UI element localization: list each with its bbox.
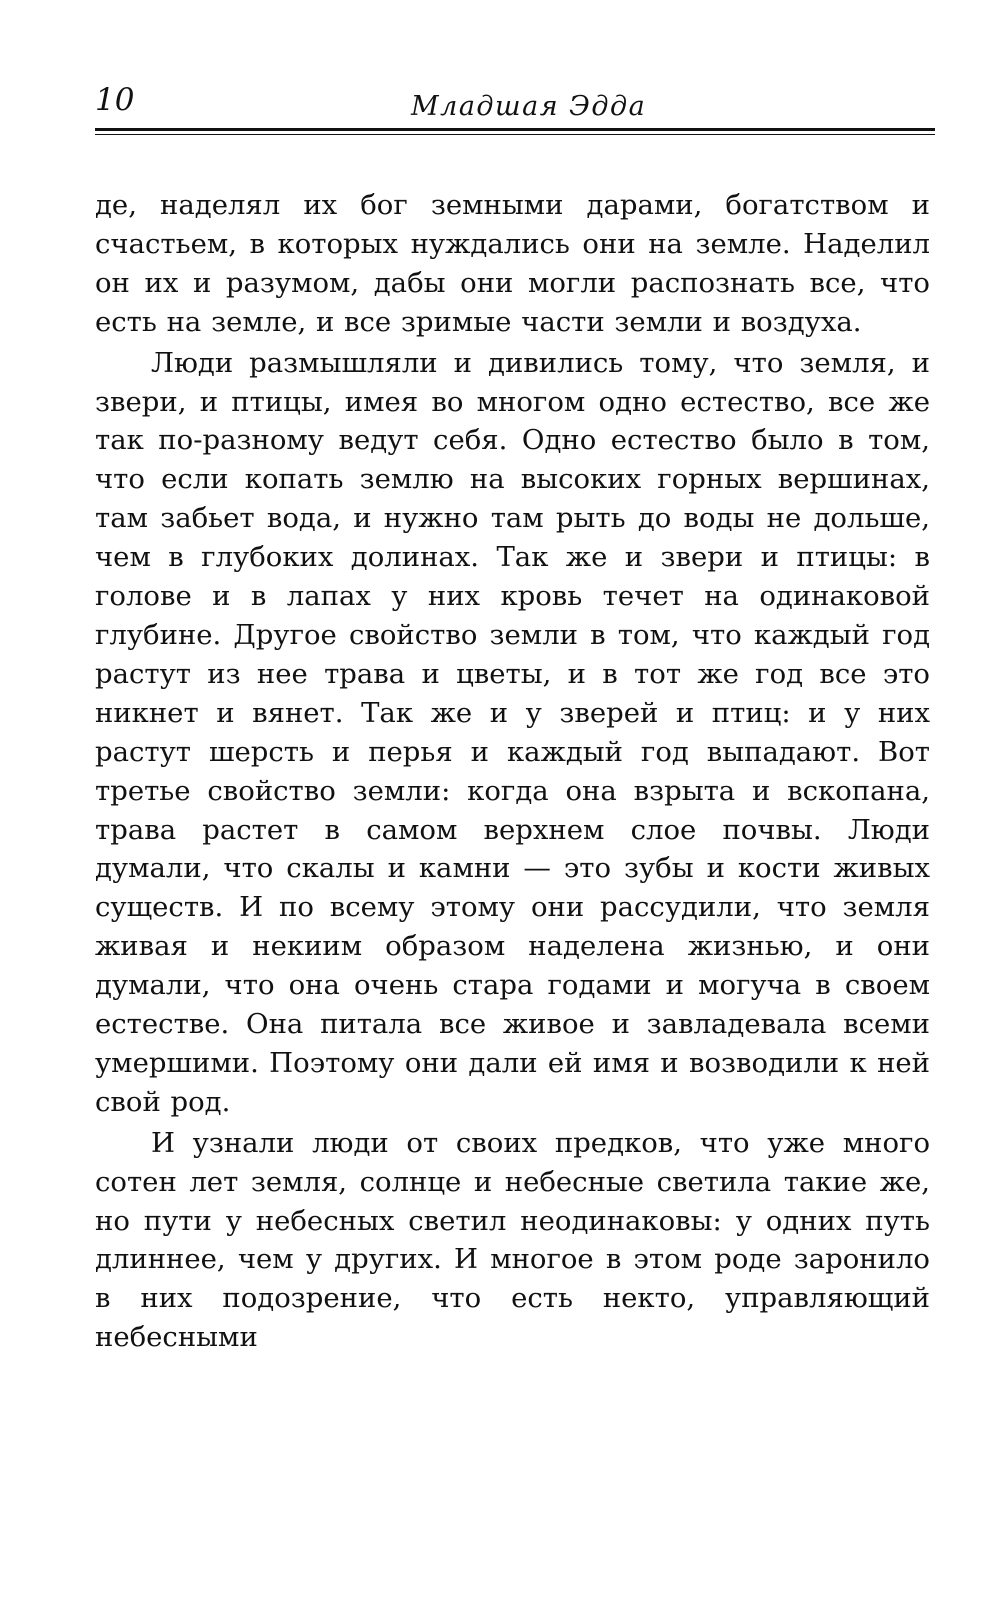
- paragraph: И узнали люди от своих предков, что уже много сотен лет земля, солнце и небесные светила такие же, но пути у небесных светил неодинаковы: у одних путь длиннее, чем у других. И многое в этом роде заронило в них подозрение, что есть некто, управляющий небесными: [95, 1126, 930, 1354]
- header-rule-thin: [95, 134, 935, 135]
- header-rule-thick: [95, 128, 935, 131]
- paragraph: Люди размышляли и дивились тому, что земля, и звери, и птицы, имея во многом одно естество, все же так по-разному ведут себя. Одно естество было в том, что если копать землю на высоких горных вершинах, там забьет вода, и нужно там рыть до воды не дольше, чем в глубоких долинах. Так же и звери и птицы: в голове и в лапах у них кровь течет на одинаковой глубине. Другое свойство земли в том, что каждый год растут из нее трава и цветы, и в тот же год все это никнет и вянет. Так же и у зверей и птиц: и у них растут шерсть и перья и каждый год выпадают. Вот третье свойство земли: когда она взрыта и вскопана, трава растет в самом верхнем слое почвы. Люди думали, что скалы и камни — это зубы и кости живых существ. И по всему этому они рассудили, что земля живая и некиим образом наделена жизнью, и они думали, что она очень стара годами и могуча в своем естестве. Она питала все живое и завладевала всеми умершими. Поэтому они дали ей имя и возводили к ней свой род.: [95, 346, 930, 1118]
- page-number: 10: [95, 82, 135, 118]
- page-header: [95, 80, 935, 124]
- body-text: [95, 186, 930, 1357]
- paragraph-continued: де, наделял их бог земными дарами, богатством и счастьем, в которых нуждались они на земле. Наделил он их и разумом, дабы они могли распознать все, что есть на земле, и все зримые части земли и воздуха.: [95, 189, 930, 338]
- running-title: Младшая Эдда: [411, 91, 647, 122]
